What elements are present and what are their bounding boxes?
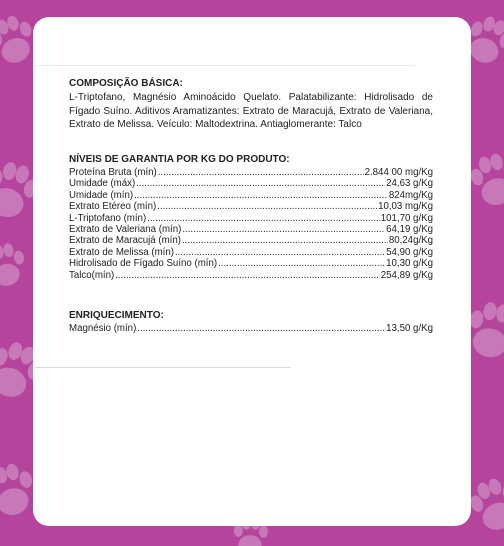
guarantee-row [69, 270, 433, 281]
divider [35, 65, 415, 66]
dot-leader [147, 213, 380, 224]
guarantee-row [69, 258, 433, 269]
guarantee-section [69, 154, 433, 281]
dot-leader [115, 270, 380, 281]
row-label: L-Triptofano (mín) [69, 212, 147, 224]
dot-leader [157, 201, 377, 212]
row-value: 2.844 00 mg/Kg [364, 167, 433, 178]
guarantee-row [69, 178, 433, 189]
row-label: Umidade (mín) [69, 189, 134, 201]
row-value: 824mg/Kg [388, 189, 433, 201]
dot-leader [134, 190, 388, 201]
paw-icon [0, 241, 28, 289]
guarantee-row [69, 213, 433, 224]
dot-leader [136, 178, 385, 189]
enrichment-section [69, 310, 433, 334]
row-label: Hidrolisado de Fígado Suíno (mín) [69, 258, 218, 270]
composition-section [69, 78, 433, 132]
guarantee-row [69, 247, 433, 258]
paw-icon [467, 149, 504, 209]
row-label: Extrato de Melissa (mín) [69, 246, 174, 258]
row-value: 254,89 g/Kg [380, 269, 433, 281]
guarantee-row [69, 235, 433, 246]
dot-leader [158, 167, 364, 178]
row-label: Extrato Etéreo (mín) [69, 201, 157, 213]
guarantee-list [69, 167, 433, 281]
row-value: 10,03 mg/Kg [378, 201, 433, 213]
composition-text: L-Triptofano, Magnésio Aminoácido Quelato. Palatabilizante: Hidrolisado de Fígado Suíno. Aditivos Aramatizantes: Extrato de Maracujá, Extrato de Valeriana, Extrato de Melissa. Veículo: Maltodextrina. Antiaglomerante: Talco [69, 92, 433, 130]
row-label: Talco(mín) [69, 269, 115, 281]
guarantee-row [69, 190, 433, 201]
enrichment-list [69, 323, 433, 334]
enrichment-title: ENRIQUECIMENTO: [69, 310, 164, 321]
dot-leader [137, 323, 385, 334]
row-label: Umidade (máx) [69, 178, 136, 190]
info-card [33, 17, 471, 526]
row-label: Extrato de Valeriana (mín) [69, 224, 182, 236]
enrichment-row [69, 323, 433, 334]
row-value: 101,70 g/Kg [380, 212, 433, 224]
row-value: 10,30 g/Kg [386, 258, 433, 270]
row-value: 64,19 g/Kg [386, 224, 433, 236]
dot-leader [218, 258, 385, 269]
dot-leader [175, 247, 385, 258]
row-value: 54,90 g/Kg [386, 246, 433, 258]
row-label: Magnésio (mín) [69, 323, 137, 334]
row-label: Extrato de Maracujá (mín) [69, 235, 181, 247]
row-value: 13,50 g/Kg [386, 323, 433, 334]
composition-title: COMPOSIÇÃO BÁSICA: [69, 78, 183, 89]
guarantee-row [69, 224, 433, 235]
row-label: Proteína Bruta (mín) [69, 167, 157, 178]
dot-leader [182, 224, 385, 235]
guarantee-row [69, 167, 433, 178]
divider [35, 367, 291, 368]
guarantee-row [69, 201, 433, 212]
row-value: 80,24g/Kg [388, 235, 433, 247]
row-value: 24,63 g/Kg [386, 178, 433, 190]
guarantee-title: NÍVEIS DE GARANTIA POR KG DO PRODUTO: [69, 154, 290, 165]
dot-leader [182, 235, 388, 246]
